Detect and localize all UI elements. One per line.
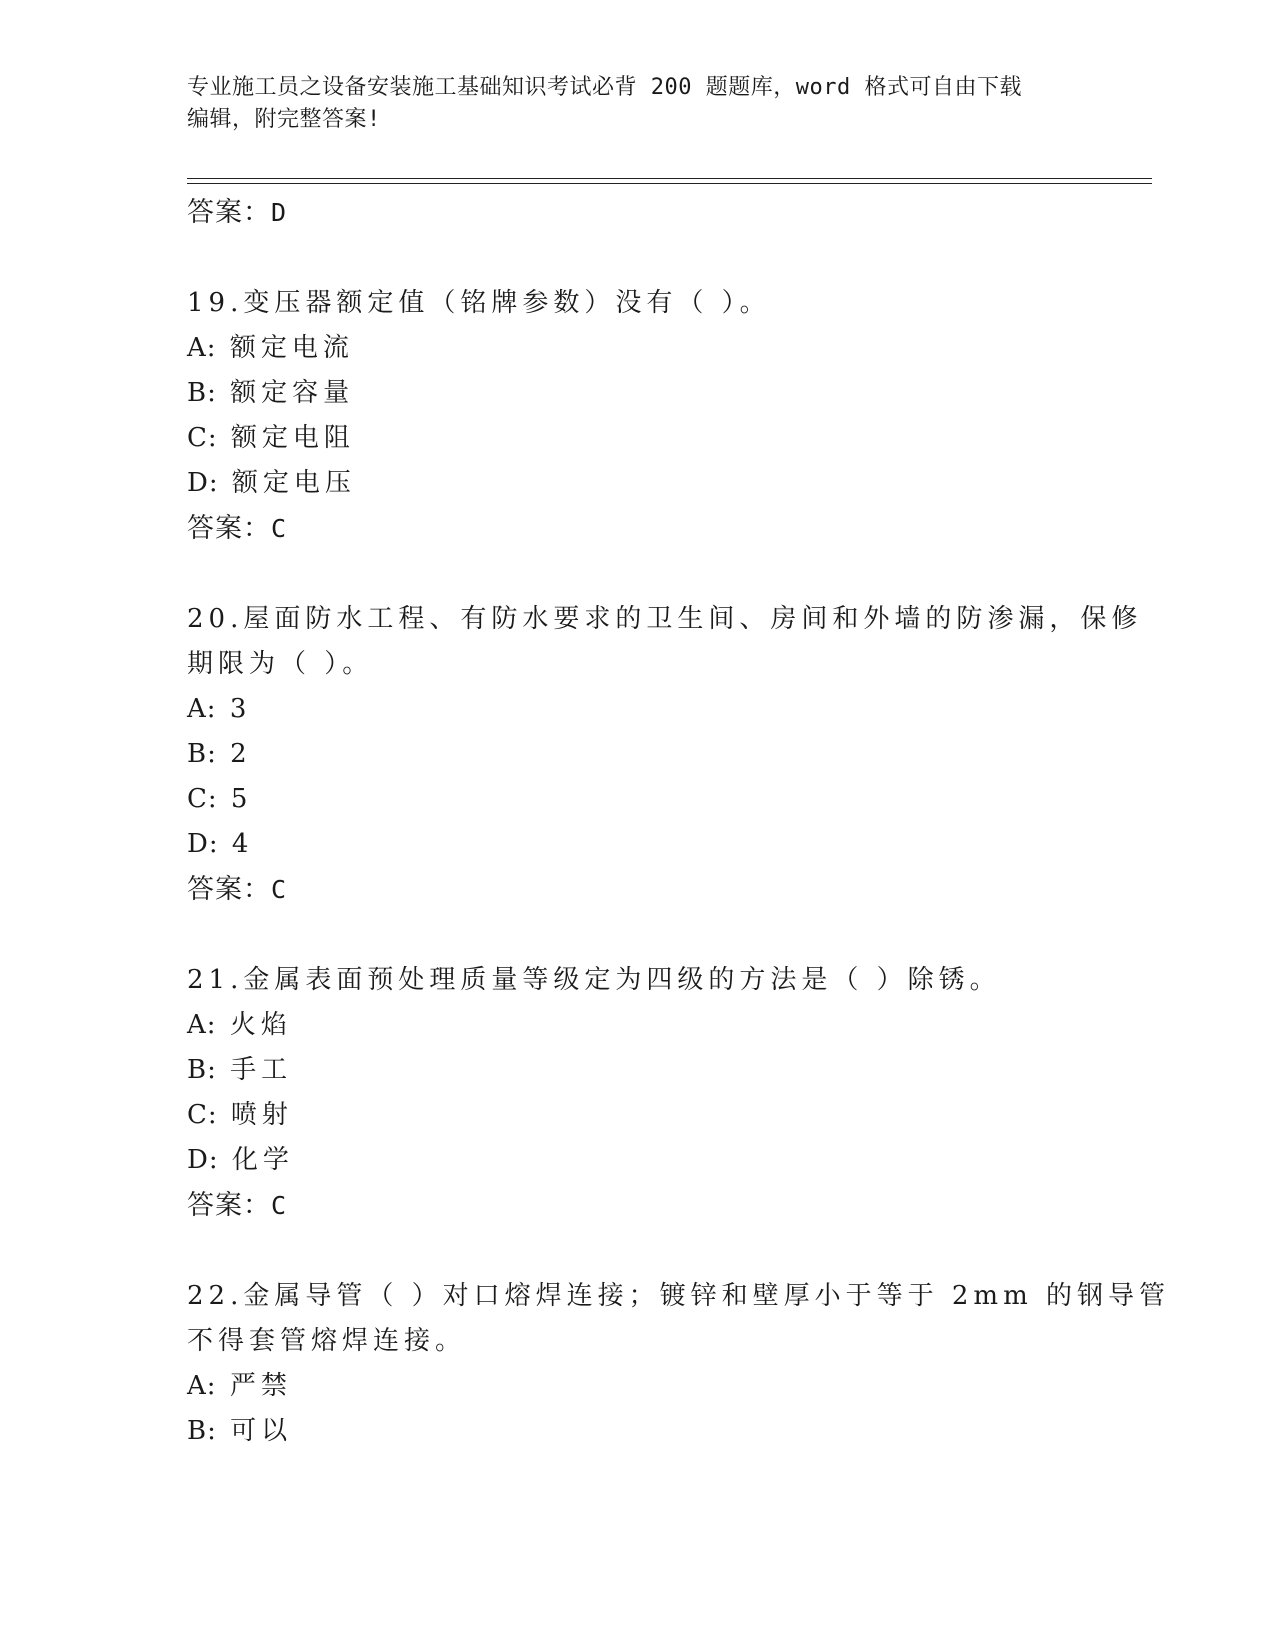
page-header: [187, 72, 1067, 136]
option-letter: A:: [187, 333, 217, 363]
answer-prefix: 答案：: [187, 197, 271, 228]
question-text: 22.金属导管（ ）对口熔焊连接；镀锌和壁厚小于等于 2mm 的钢导管: [187, 1281, 1170, 1311]
option-text: 火焰: [229, 1010, 292, 1040]
option-text: 5: [230, 784, 253, 814]
option-d: [187, 461, 1107, 506]
option-text: 2: [230, 739, 252, 769]
question-text-continued: 期限为（ ）。: [187, 649, 374, 679]
option-letter: A:: [187, 1371, 217, 1401]
document-body: [187, 190, 1170, 1454]
option-letter: D:: [187, 829, 219, 859]
option-text: 3: [229, 694, 252, 724]
option-text: 额定电流: [229, 333, 354, 363]
option-a: [187, 687, 1107, 732]
option-a: [187, 326, 1107, 371]
header-rule: [187, 178, 1152, 179]
question-text: 21.金属表面预处理质量等级定为四级的方法是（ ）除锈。: [187, 965, 1001, 995]
option-c: [187, 777, 1107, 822]
option-letter: B:: [187, 739, 217, 769]
option-text: 手工: [230, 1055, 293, 1085]
answer-line: [187, 506, 1107, 551]
question-text-continued: 不得套管熔焊连接。: [187, 1326, 467, 1356]
option-letter: B:: [187, 1055, 217, 1085]
option-text: 4: [231, 829, 254, 859]
option-c: [187, 1093, 1107, 1138]
option-text: 严禁: [229, 1371, 292, 1401]
option-b: [187, 371, 1107, 416]
option-text: 喷射: [230, 1100, 293, 1130]
option-b: [187, 1409, 1107, 1454]
option-b: [187, 732, 1107, 777]
option-c: [187, 416, 1107, 461]
option-a: [187, 1364, 1107, 1409]
option-d: [187, 822, 1107, 867]
header-line-2: 编辑，附完整答案!: [187, 107, 381, 132]
header-rule-double: [187, 183, 1152, 184]
header-line-1: 专业施工员之设备安装施工基础知识考试必背 200 题题库，word 格式可自由下载: [187, 75, 1022, 100]
option-letter: C:: [187, 1100, 218, 1130]
option-b: [187, 1048, 1107, 1093]
option-d: [187, 1138, 1107, 1183]
option-text: 额定电阻: [230, 423, 355, 453]
option-text: 化学: [231, 1145, 294, 1175]
answer-value: C: [271, 514, 288, 543]
option-letter: C:: [187, 423, 218, 453]
option-text: 额定电压: [231, 468, 356, 498]
answer-line: [187, 1183, 1107, 1228]
answer-prefix: 答案：: [187, 874, 271, 905]
option-text: 额定容量: [230, 378, 355, 408]
option-letter: B:: [187, 378, 217, 408]
option-letter: D:: [187, 468, 219, 498]
answer-prefix: 答案：: [187, 513, 271, 544]
option-letter: C:: [187, 784, 218, 814]
option-a: [187, 1003, 1107, 1048]
question-text: 19.变压器额定值（铭牌参数）没有（ ）。: [187, 288, 771, 318]
answer-line: [187, 867, 1107, 912]
option-text: 可以: [230, 1416, 293, 1446]
option-letter: B:: [187, 1416, 217, 1446]
answer-prefix: 答案：: [187, 1190, 271, 1221]
option-letter: A:: [187, 694, 217, 724]
answer-line: [187, 190, 1107, 235]
answer-value: D: [271, 198, 288, 227]
answer-value: C: [271, 1191, 288, 1220]
answer-value: C: [271, 875, 288, 904]
question-text: 20.屋面防水工程、有防水要求的卫生间、房间和外墙的防渗漏，保修: [187, 604, 1143, 634]
option-letter: D:: [187, 1145, 219, 1175]
option-letter: A:: [187, 1010, 217, 1040]
